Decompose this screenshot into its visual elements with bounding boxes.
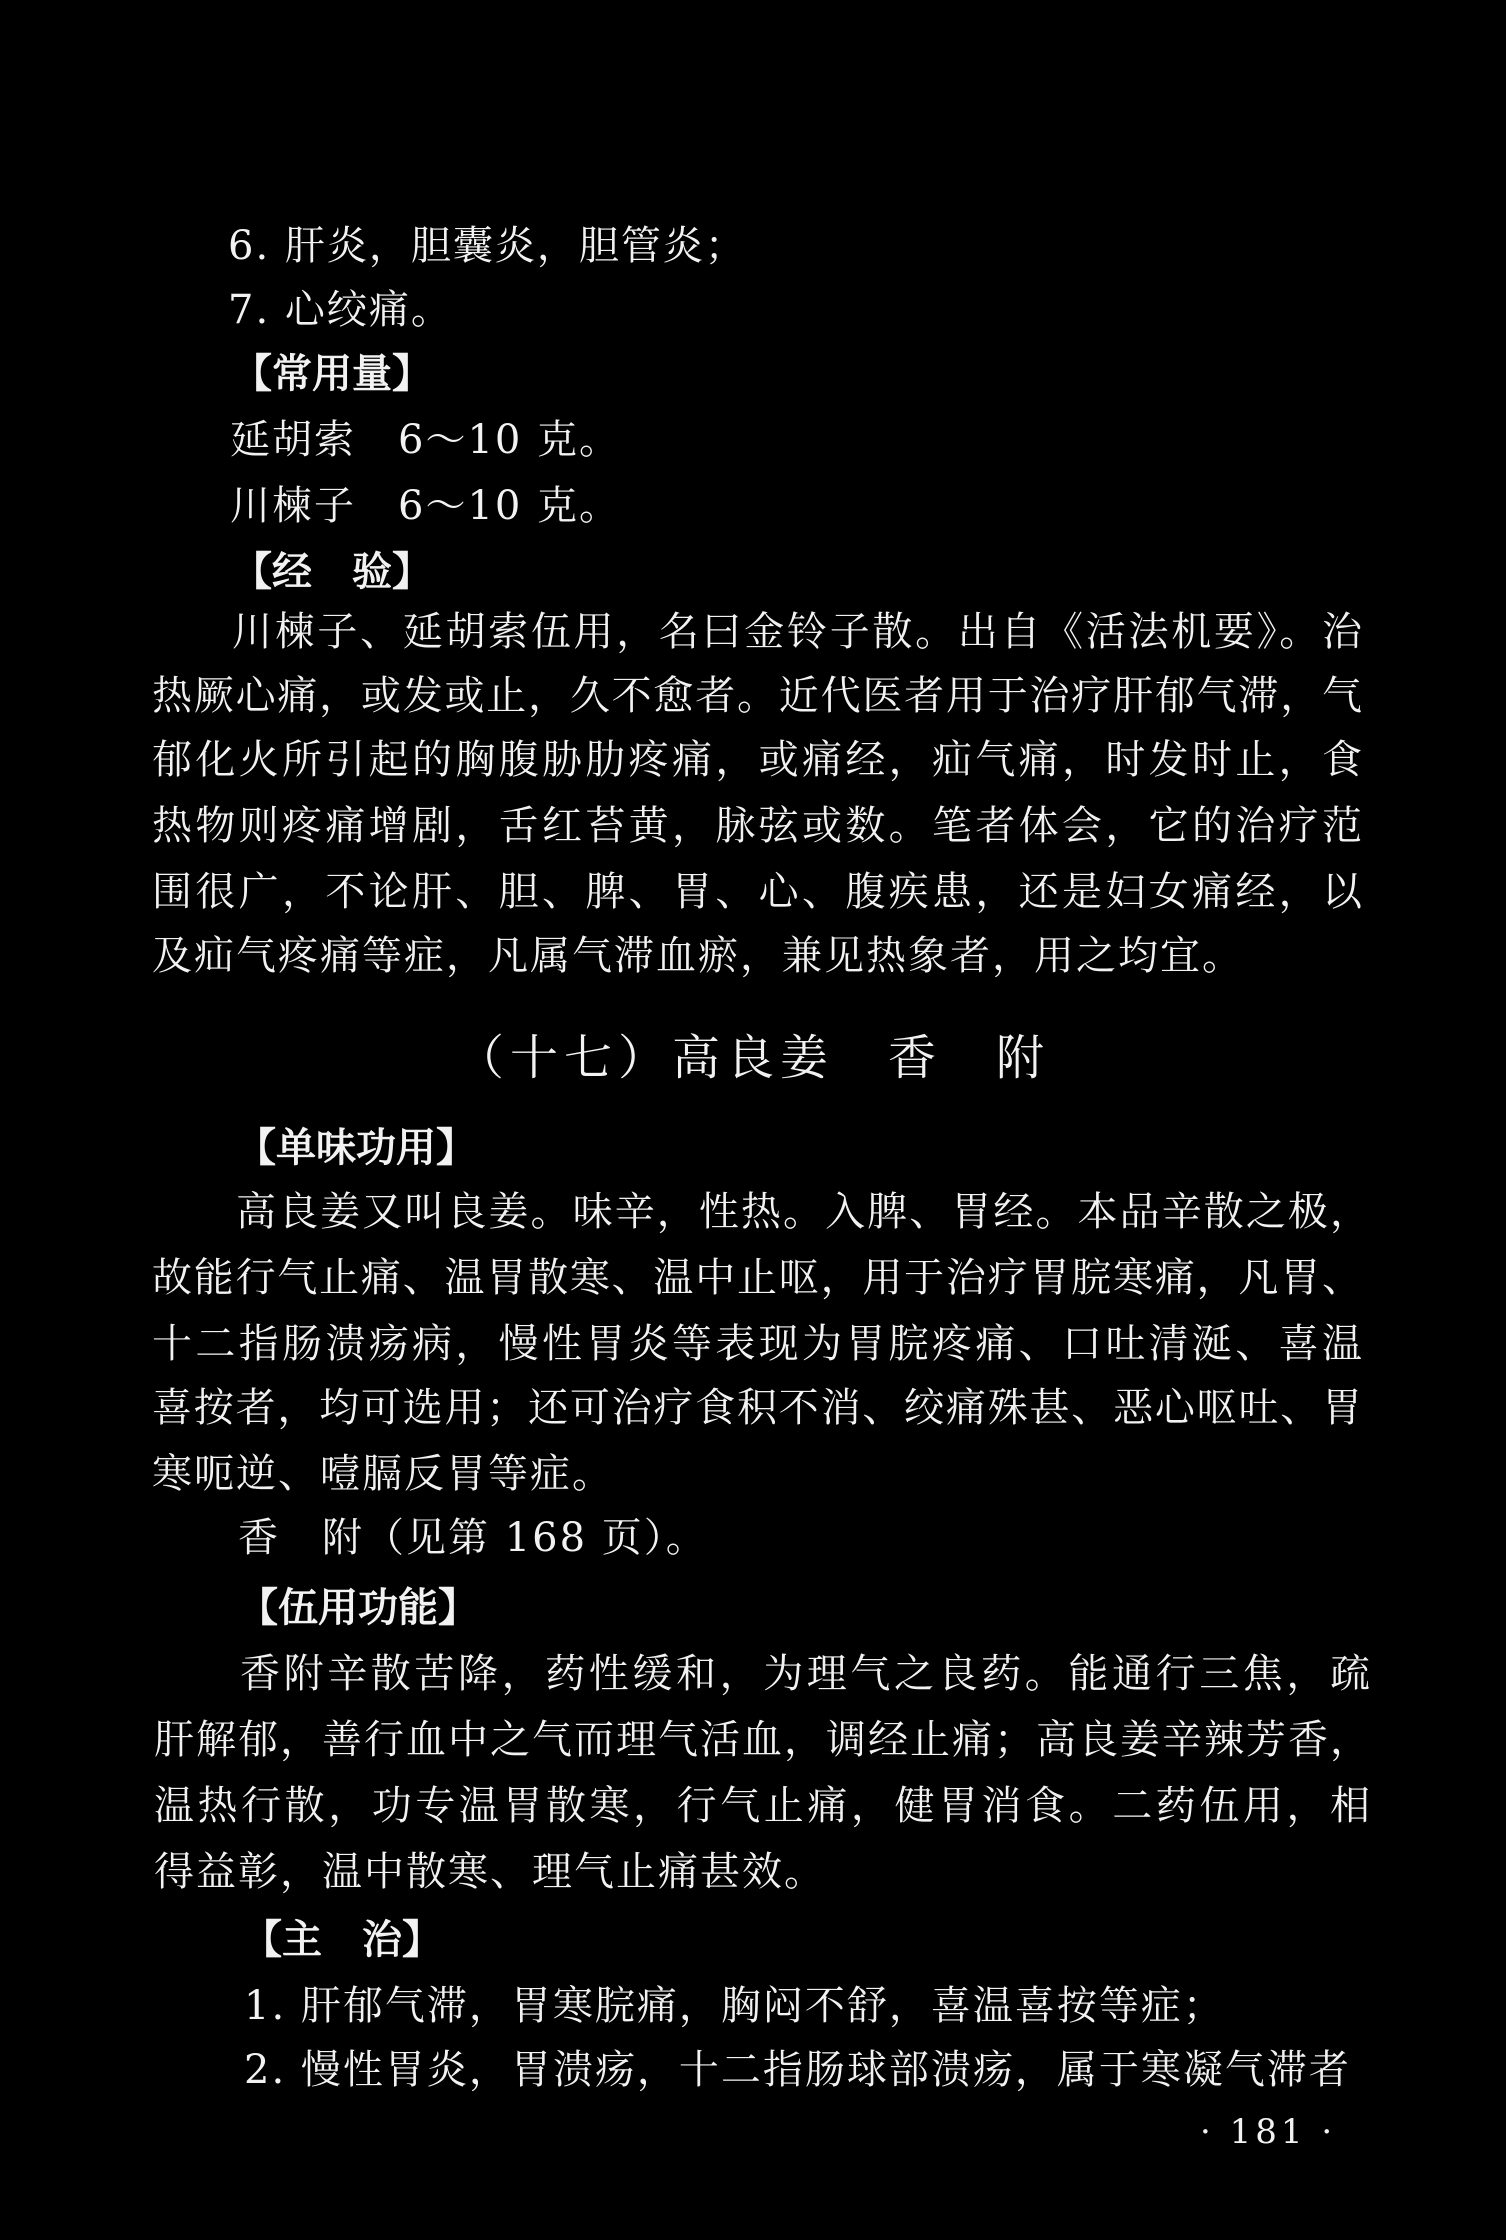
paragraph-line: 得益彰，温中散寒、理气止痛甚效。 [154, 1849, 826, 1895]
section-title: （十七）高良姜 香 附 [455, 1030, 1050, 1086]
paragraph-line: 郁化火所引起的胸腹胁肋疼痛，或痛经，疝气痛，时发时止，食 [152, 737, 1362, 783]
paragraph-line: 高良姜又叫良姜。味辛，性热。入脾、胃经。本品辛散之极， [236, 1189, 1370, 1235]
paragraph-line: 香附辛散苦降，药性缓和，为理气之良药。能通行三焦，疏 [240, 1651, 1370, 1697]
paragraph-line: 围很广，不论肝、胆、脾、胃、心、腹疾患，还是妇女痛经，以 [152, 869, 1362, 915]
paragraph-line: 川楝子、延胡索伍用，名曰金铃子散。出自《活法机要》。治 [232, 609, 1362, 655]
paragraph-line: 温热行散，功专温胃散寒，行气止痛，健胃消食。二药伍用，相 [154, 1783, 1370, 1829]
section-heading-single-use: 【单味功用】 [236, 1125, 476, 1171]
section-heading-indications: 【主 治】 [242, 1917, 442, 1963]
section-heading-combined-use: 【伍用功能】 [238, 1585, 478, 1631]
dosage-line: 延胡索 6～10 克。 [230, 417, 622, 463]
list-item: 7. 心绞痛。 [228, 287, 453, 333]
list-item: 6. 肝炎，胆囊炎，胆管炎； [228, 223, 747, 269]
paragraph-line: 故能行气止痛、温胃散寒、温中止呕，用于治疗胃脘寒痛，凡胃、 [152, 1255, 1362, 1301]
paragraph-line: 热物则疼痛增剧，舌红苔黄，脉弦或数。笔者体会，它的治疗范 [152, 803, 1362, 849]
paragraph-line: 十二指肠溃疡病，慢性胃炎等表现为胃脘疼痛、口吐清涎、喜温 [152, 1321, 1362, 1367]
paragraph-line: 及疝气疼痛等症，凡属气滞血瘀，兼见热象者，用之均宜。 [152, 933, 1244, 979]
paragraph-line: 香 附（见第 168 页）。 [238, 1515, 708, 1561]
section-heading-dosage: 【常用量】 [232, 351, 432, 397]
paragraph-line: 肝解郁，善行血中之气而理气活血，调经止痛；高良姜辛辣芳香， [154, 1717, 1370, 1763]
paragraph-line: 寒呃逆、噎膈反胃等症。 [152, 1451, 614, 1497]
paragraph-line: 热厥心痛，或发或止，久不愈者。近代医者用于治疗肝郁气滞，气 [152, 673, 1362, 719]
list-item: 1. 肝郁气滞，胃寒脘痛，胸闷不舒，喜温喜按等症； [244, 1983, 1225, 2029]
page-number: · 181 · [1200, 2112, 1337, 2152]
dosage-line: 川楝子 6～10 克。 [230, 483, 622, 529]
section-heading-experience: 【经 验】 [232, 549, 432, 595]
list-item: 2. 慢性胃炎，胃溃疡，十二指肠球部溃疡，属于寒凝气滞者 [244, 2047, 1351, 2093]
paragraph-line: 喜按者，均可选用；还可治疗食积不消、绞痛殊甚、恶心呕吐、胃 [152, 1385, 1362, 1431]
